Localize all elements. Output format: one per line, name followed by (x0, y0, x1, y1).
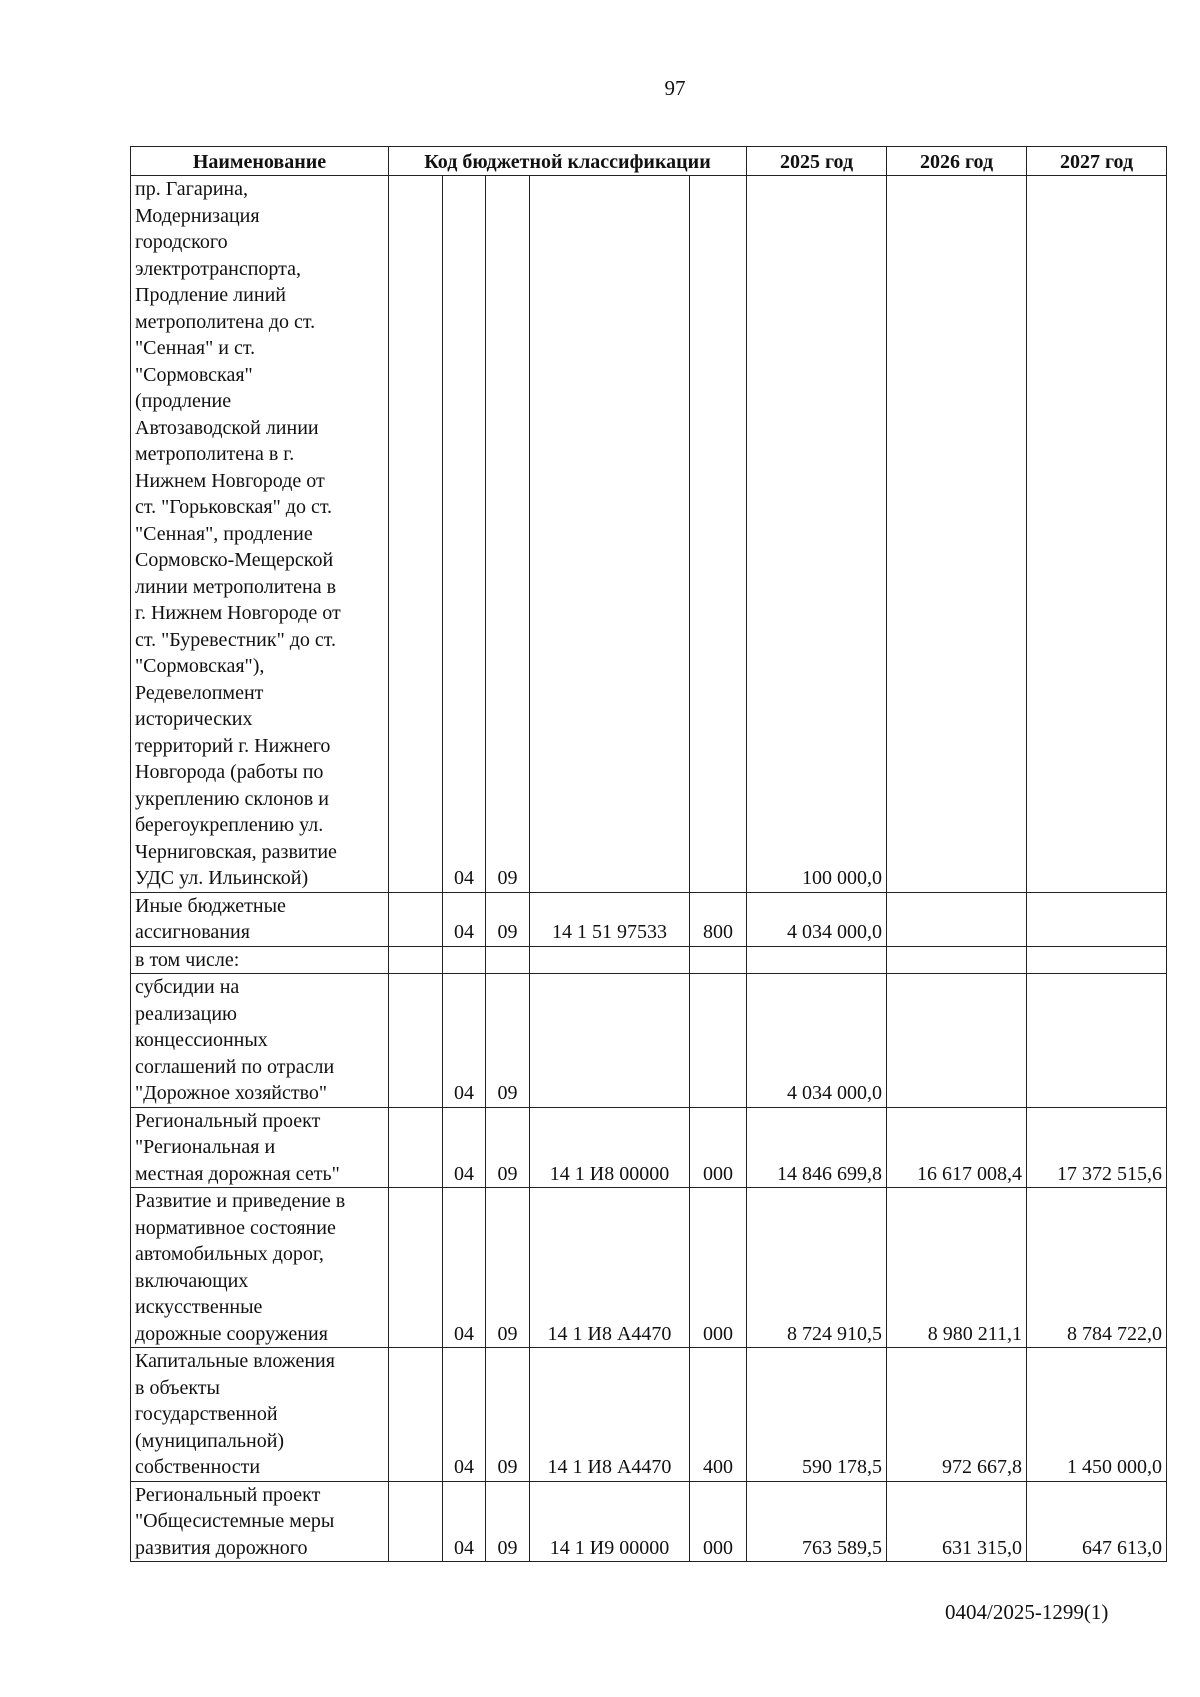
code-expense-type: 000 (690, 1107, 747, 1188)
amount-2026 (887, 176, 1027, 893)
code-part-1 (389, 946, 443, 974)
amount-2027 (1027, 974, 1167, 1108)
amount-2025: 590 178,5 (747, 1348, 887, 1482)
header-2027: 2027 год (1027, 147, 1167, 176)
code-section: 04 (443, 974, 486, 1108)
code-section: 04 (443, 1188, 486, 1348)
code-expense-type (690, 974, 747, 1108)
amount-2026: 631 315,0 (887, 1481, 1027, 1562)
amount-2027: 1 450 000,0 (1027, 1348, 1167, 1482)
code-target-article: 14 1 И8 А4470 (530, 1188, 690, 1348)
code-target-article (530, 176, 690, 893)
amount-2025 (747, 946, 887, 974)
row-name: Иные бюджетные ассигнования (131, 892, 389, 946)
row-name: Капитальные вложения в объекты государственной (муниципальной) собственности (131, 1348, 389, 1482)
amount-2025: 100 000,0 (747, 176, 887, 893)
budget-table (130, 146, 1167, 1562)
table-row (131, 1481, 1167, 1562)
code-part-1 (389, 1481, 443, 1562)
code-subsection (486, 946, 530, 974)
table-header-row (131, 147, 1167, 176)
row-name: Развитие и приведение в нормативное состояние автомобильных дорог, включающих искусственные дорожные сооружения (131, 1188, 389, 1348)
amount-2026: 16 617 008,4 (887, 1107, 1027, 1188)
row-name: пр. Гагарина, Модернизация городского электротранспорта, Продление линий метрополитена до ст. "Сенная" и ст. "Сормовская" (продление Автозаводской линии метрополитена в г. Нижнем Новгороде от ст. "Горьковская" до ст. "Сенная", продление Сормовско-Мещерской линии метрополитена в г. Нижнем Новгороде от ст. "Буревестник" до ст. "Сормовская"), Редевелопмент исторических территорий г. Нижнего Новгорода (работы по укреплению склонов и берегоукреплению ул. Черниговская, развитие УДС ул. Ильинской) (131, 176, 389, 893)
code-subsection: 09 (486, 974, 530, 1108)
amount-2026 (887, 892, 1027, 946)
table-row (131, 1107, 1167, 1188)
code-expense-type (690, 946, 747, 974)
table-row (131, 892, 1167, 946)
code-target-article: 14 1 51 97533 (530, 892, 690, 946)
amount-2025: 14 846 699,8 (747, 1107, 887, 1188)
amount-2027 (1027, 892, 1167, 946)
code-section: 04 (443, 1107, 486, 1188)
amount-2027: 8 784 722,0 (1027, 1188, 1167, 1348)
code-subsection: 09 (486, 1188, 530, 1348)
code-expense-type: 800 (690, 892, 747, 946)
code-subsection: 09 (486, 1107, 530, 1188)
table-row (131, 946, 1167, 974)
code-part-1 (389, 1107, 443, 1188)
table-row (131, 974, 1167, 1108)
amount-2025: 4 034 000,0 (747, 974, 887, 1108)
amount-2026: 972 667,8 (887, 1348, 1027, 1482)
row-name: субсидии на реализацию концессионных соглашений по отрасли "Дорожное хозяйство" (131, 974, 389, 1108)
amount-2026 (887, 974, 1027, 1108)
page-number: 97 (664, 76, 686, 100)
amount-2027: 647 613,0 (1027, 1481, 1167, 1562)
code-expense-type: 400 (690, 1348, 747, 1482)
code-target-article: 14 1 И8 00000 (530, 1107, 690, 1188)
amount-2027: 17 372 515,6 (1027, 1107, 1167, 1188)
code-part-1 (389, 974, 443, 1108)
code-section: 04 (443, 1481, 486, 1562)
amount-2027 (1027, 176, 1167, 893)
code-target-article (530, 946, 690, 974)
code-part-1 (389, 1188, 443, 1348)
code-expense-type (690, 176, 747, 893)
code-section: 04 (443, 1348, 486, 1482)
code-expense-type: 000 (690, 1481, 747, 1562)
amount-2026: 8 980 211,1 (887, 1188, 1027, 1348)
table-row (131, 176, 1167, 893)
code-target-article: 14 1 И8 А4470 (530, 1348, 690, 1482)
row-name: в том числе: (131, 946, 389, 974)
code-target-article (530, 974, 690, 1108)
header-name: Наименование (131, 147, 389, 176)
code-subsection: 09 (486, 176, 530, 893)
row-name: Региональный проект "Региональная и местная дорожная сеть" (131, 1107, 389, 1188)
code-section: 04 (443, 892, 486, 946)
code-section: 04 (443, 176, 486, 893)
amount-2025: 4 034 000,0 (747, 892, 887, 946)
code-subsection: 09 (486, 1348, 530, 1482)
header-2025: 2025 год (747, 147, 887, 176)
code-part-1 (389, 892, 443, 946)
code-target-article: 14 1 И9 00000 (530, 1481, 690, 1562)
amount-2026 (887, 946, 1027, 974)
table-row (131, 1348, 1167, 1482)
amount-2025: 763 589,5 (747, 1481, 887, 1562)
code-subsection: 09 (486, 892, 530, 946)
code-expense-type: 000 (690, 1188, 747, 1348)
table-row (131, 1188, 1167, 1348)
document-id: 0404/2025-1299(1) (945, 1600, 1109, 1624)
header-2026: 2026 год (887, 147, 1027, 176)
code-section (443, 946, 486, 974)
code-part-1 (389, 1348, 443, 1482)
row-name: Региональный проект "Общесистемные меры развития дорожного (131, 1481, 389, 1562)
amount-2027 (1027, 946, 1167, 974)
amount-2025: 8 724 910,5 (747, 1188, 887, 1348)
code-subsection: 09 (486, 1481, 530, 1562)
code-part-1 (389, 176, 443, 893)
header-code: Код бюджетной классификации (389, 147, 747, 176)
